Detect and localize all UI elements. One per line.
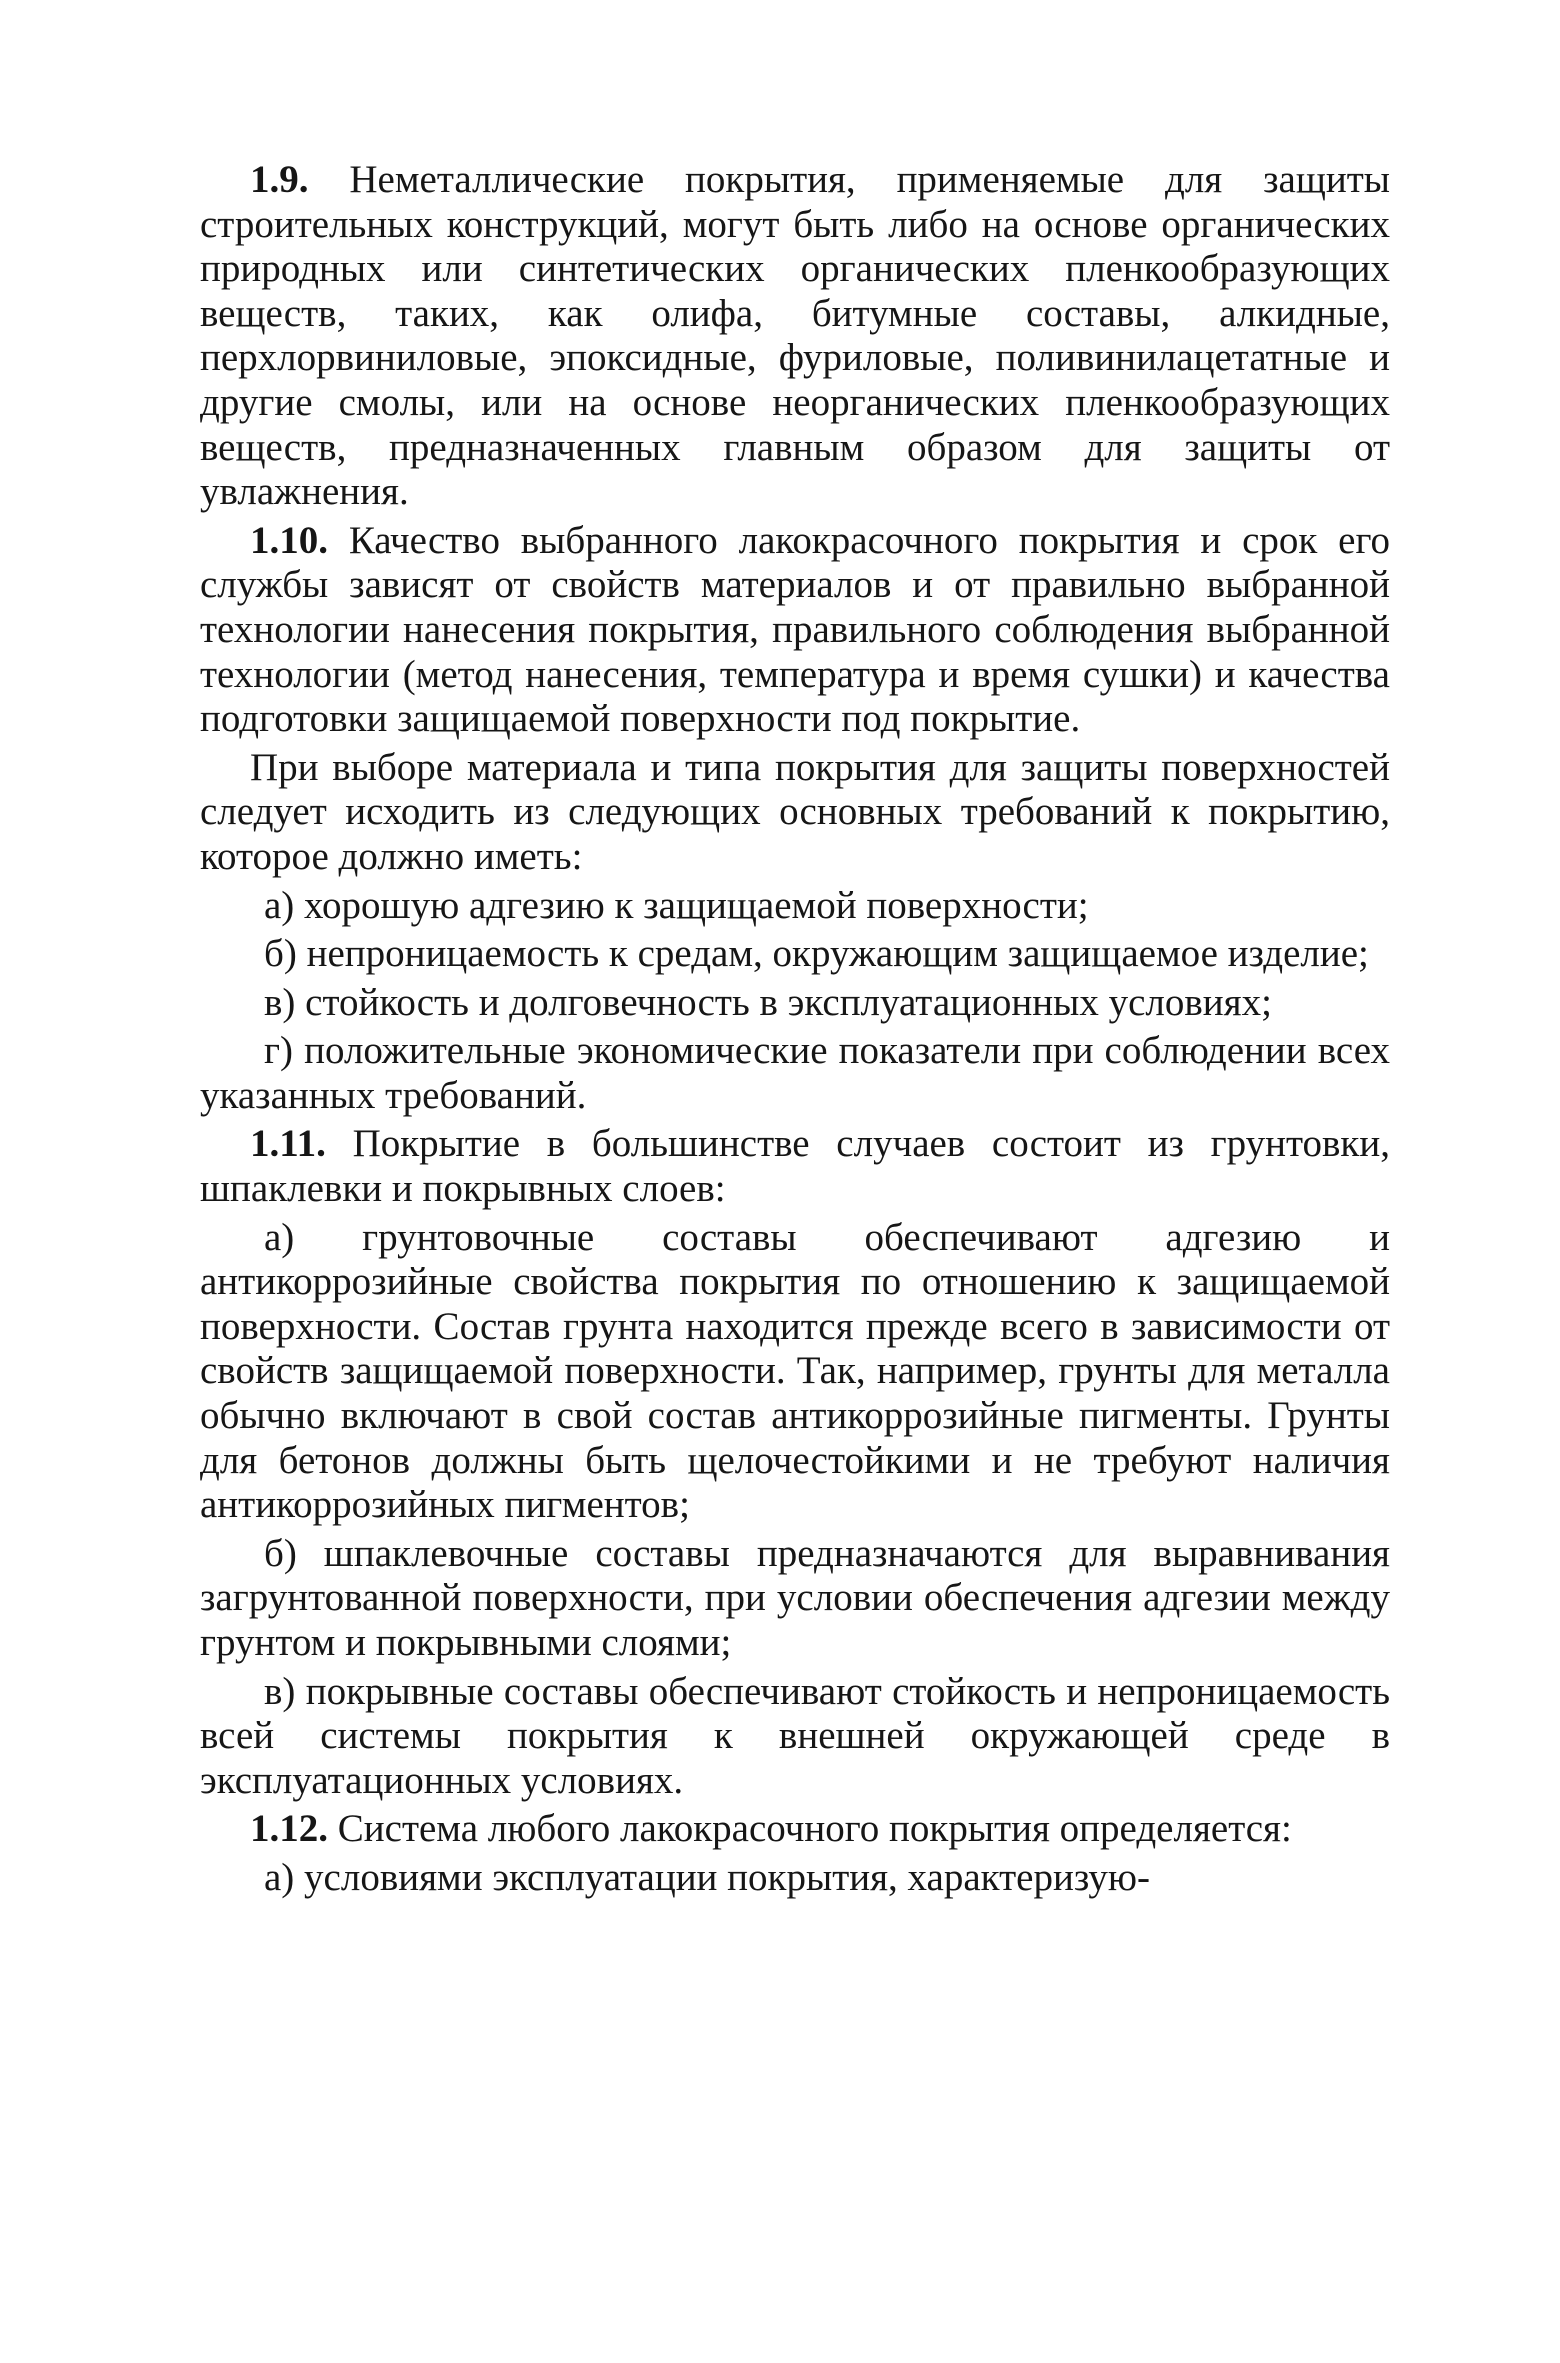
paragraph-text: Система любого лакокрасочного покрытия определяется: bbox=[337, 1807, 1292, 1851]
list-item-v-topcoat: в) покрывные составы обеспечивают стойкость и непроницаемость всей системы покрытия к внешней окружающей среде в эксплуатационных условиях. bbox=[200, 1669, 1390, 1802]
section-number: 1.9. bbox=[250, 158, 309, 201]
list-item-b-putty: б) шпаклевочные составы предназначаются для выравнивания загрунтованной поверхности, при условии обеспечения адгезии между грунтом и покрывными слоями; bbox=[200, 1531, 1390, 1664]
section-number: 1.12. bbox=[250, 1807, 328, 1851]
section-number: 1.10. bbox=[250, 518, 328, 562]
paragraph-1-11 bbox=[200, 1122, 1390, 1211]
paragraph-1-12 bbox=[200, 1807, 1390, 1852]
paragraph-text: Покрытие в большинстве случаев состоит из грунтовки, шпаклевки и покрывных слоев: bbox=[200, 1122, 1390, 1211]
list-item-a-adhesion: а) хорошую адгезию к защищаемой поверхности; bbox=[264, 883, 1089, 927]
document-page bbox=[200, 158, 1390, 1905]
list-item-a-primer: а) грунтовочные составы обеспечивают адгезию и антикоррозийные свойства покрытия по отношению к защищаемой поверхности. Состав грунта находится прежде всего в зависимости от свойств защищаемой поверхности. Так, например, грунты для металла обычно включают в свой состав антикоррозийные пигменты. Грунты для бетонов должны быть щелочестойкими и не требуют наличия антикоррозийных пигментов; bbox=[200, 1215, 1390, 1527]
paragraph-text: Неметаллические покрытия, применяемые для защиты строительных конструкций, могут быть либо на основе органических природных или синтетических органических пленкообразующих веществ, таких, как олифа, битумные составы, алкидные, перхлорвиниловые, эпоксидные, фуриловые, поливинилацетатные и другие смолы, или на основе неорганических пленкообразующих веществ, предназначенных главным образом для защиты от увлажнения. bbox=[200, 158, 1390, 514]
paragraph-1-9 bbox=[200, 158, 1390, 515]
list-item-g-economics: г) положительные экономические показатели при соблюдении всех указанных требований. bbox=[200, 1029, 1390, 1117]
section-number: 1.11. bbox=[250, 1122, 326, 1166]
list-item-a-operating-conditions: а) условиями эксплуатации покрытия, характеризую- bbox=[264, 1855, 1151, 1899]
paragraph-requirements-intro: При выборе материала и типа покрытия для защиты поверхностей следует исходить из следующих основных требований к покрытию, которое должно иметь: bbox=[200, 745, 1390, 878]
list-item-v-durability: в) стойкость и долговечность в эксплуатационных условиях; bbox=[264, 980, 1272, 1024]
list-item-b-impermeability: б) непроницаемость к средам, окружающим защищаемое изделие; bbox=[264, 932, 1369, 976]
paragraph-text: Качество выбранного лакокрасочного покрытия и срок его службы зависят от свойств материалов и от правильно выбранной технологии нанесения покрытия, правильного соблюдения выбранной технологии (метод нанесения, температура и время сушки) и качества подготовки защищаемой поверхности под покрытие. bbox=[200, 518, 1390, 741]
paragraph-1-10 bbox=[200, 519, 1390, 742]
